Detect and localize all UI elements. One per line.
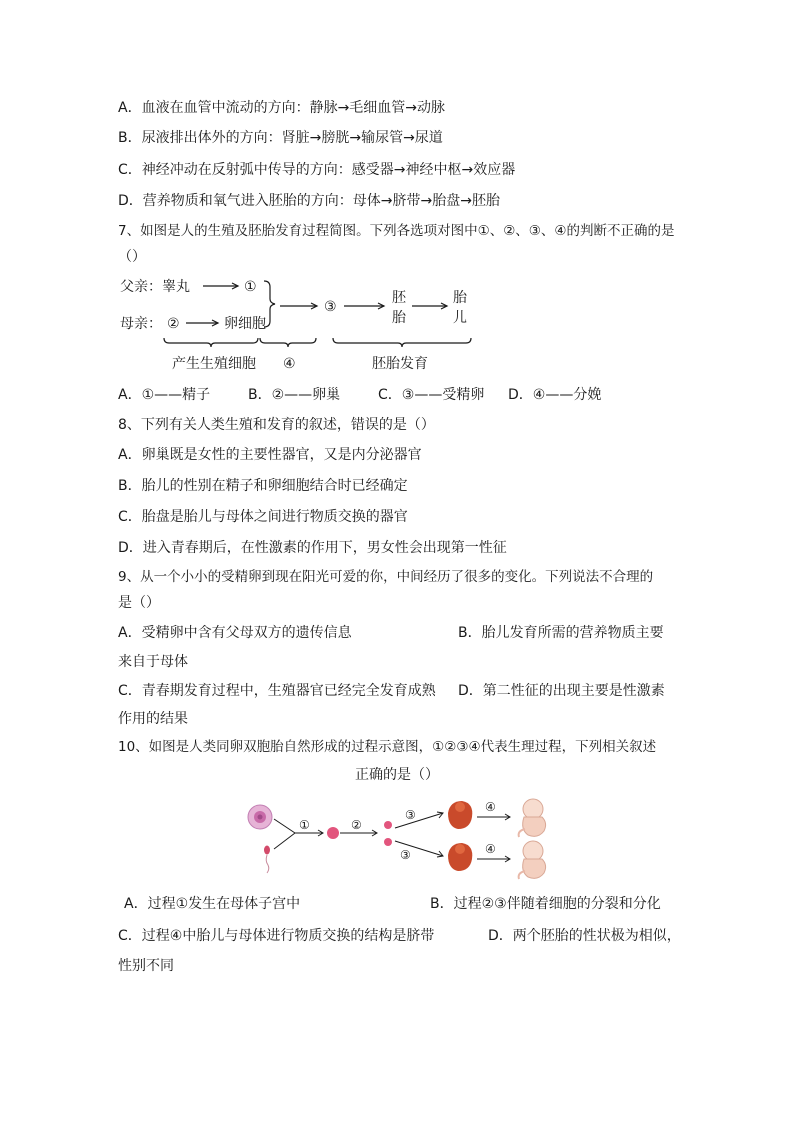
step-1: ①: [299, 818, 310, 832]
fetus-1: 胎: [453, 290, 467, 306]
q9-option-b: B．胎儿发育所需的营养物质主要: [458, 625, 664, 641]
q7-option-d: D．④——分娩: [508, 387, 602, 403]
q6-option-a: A．血液在血管中流动的方向：静脉→毛细血管→动脉: [118, 100, 446, 116]
circle-4: ④: [283, 356, 296, 372]
q9-option-d-cont: 作用的结果: [118, 711, 188, 727]
cell-a-icon: [384, 821, 392, 829]
q8-option-d: D．进入青春期后，在性激素的作用下，男女性会出现第一性征: [118, 540, 507, 556]
q9-option-d: D．第二性征的出现主要是性激素: [458, 683, 665, 699]
cell-b-icon: [384, 838, 392, 846]
sperm-icon: [264, 846, 270, 874]
brace-4: [260, 338, 316, 347]
egg-cell-icon: [248, 805, 272, 829]
q10-stem: 10、如图是人类同卵双胞胎自然形成的过程示意图，①②③④代表生理过程，下列相关叙述: [118, 739, 657, 755]
brace-dev: [333, 338, 471, 347]
q6-option-d: D．营养物质和氧气进入胚胎的方向：母体→脐带→胎盘→胚胎: [118, 193, 500, 209]
q9-stem-end: 是（）: [118, 595, 160, 611]
embryo-icon-top: [448, 801, 472, 829]
q7-stem-end: （）: [118, 249, 146, 265]
step-4b: ④: [485, 842, 496, 856]
q6-option-c: C．神经冲动在反射弧中传导的方向：感受器→神经中枢→效应器: [118, 162, 516, 178]
circle-3: ③: [324, 299, 337, 315]
q10-option-d-cont: 性别不同: [118, 958, 174, 974]
q9-option-b-cont: 来自于母体: [118, 654, 188, 670]
q8-stem: 8、下列有关人类生殖和发育的叙述，错误的是（）: [118, 417, 435, 433]
fetus-2: 儿: [453, 310, 467, 326]
embryo-icon-bottom: [448, 843, 472, 871]
zygote-icon: [327, 827, 339, 839]
step-2: ②: [351, 818, 362, 832]
q10-diagram: [240, 795, 570, 887]
q10-option-c: C．过程④中胎儿与母体进行物质交换的结构是脐带: [118, 928, 435, 944]
mother-label: 母亲：: [120, 316, 162, 332]
q10-option-a: A．过程①发生在母体子宫中: [124, 896, 301, 912]
q9-option-a: A．受精卵中含有父母双方的遗传信息: [118, 625, 352, 641]
embryo-1: 胚: [392, 290, 406, 306]
q7-diagram: [110, 272, 500, 382]
label-dev: 胚胎发育: [372, 356, 428, 372]
step-3b: ③: [400, 848, 411, 862]
q10-option-d: D．两个胚胎的性状极为相似，: [488, 928, 681, 944]
circle-2: ②: [167, 316, 180, 332]
embryo-2: 胎: [392, 310, 406, 326]
father-label: 父亲：睾丸: [120, 279, 190, 295]
egg-label: 卵细胞: [224, 316, 266, 332]
step-4a: ④: [485, 800, 496, 814]
fetus-icon-top: [519, 799, 546, 837]
q6-option-b: B．尿液排出体外的方向：肾脏→膀胱→输尿管→尿道: [118, 130, 443, 146]
q7-stem: 7、如图是人的生殖及胚胎发育过程简图。下列各选项对图中①、②、③、④的判断不正确的是: [118, 223, 675, 239]
label-produce: 产生生殖细胞: [172, 356, 256, 372]
q8-option-b: B．胎儿的性别在精子和卵细胞结合时已经确定: [118, 478, 408, 494]
q8-option-a: A．卵巢既是女性的主要性器官，又是内分泌器官: [118, 447, 422, 463]
q10-option-b: B．过程②③伴随着细胞的分裂和分化: [430, 896, 661, 912]
q7-option-b: B．②——卵巢: [248, 387, 341, 403]
circle-1: ①: [244, 279, 257, 295]
step-3a: ③: [405, 808, 416, 822]
brace-produce: [164, 338, 258, 347]
q10-stem-end: 正确的是（）: [355, 767, 439, 783]
q8-option-c: C．胎盘是胎儿与母体之间进行物质交换的器官: [118, 509, 408, 525]
fetus-icon-bottom: [519, 841, 546, 879]
q7-option-a: A．①——精子: [118, 387, 211, 403]
q9-option-c: C．青春期发育过程中，生殖器官已经完全发育成熟: [118, 683, 436, 699]
q9-stem: 9、从一个小小的受精卵到现在阳光可爱的你，中间经历了很多的变化。下列说法不合理的: [118, 569, 654, 585]
q7-option-c: C．③——受精卵: [378, 387, 485, 403]
